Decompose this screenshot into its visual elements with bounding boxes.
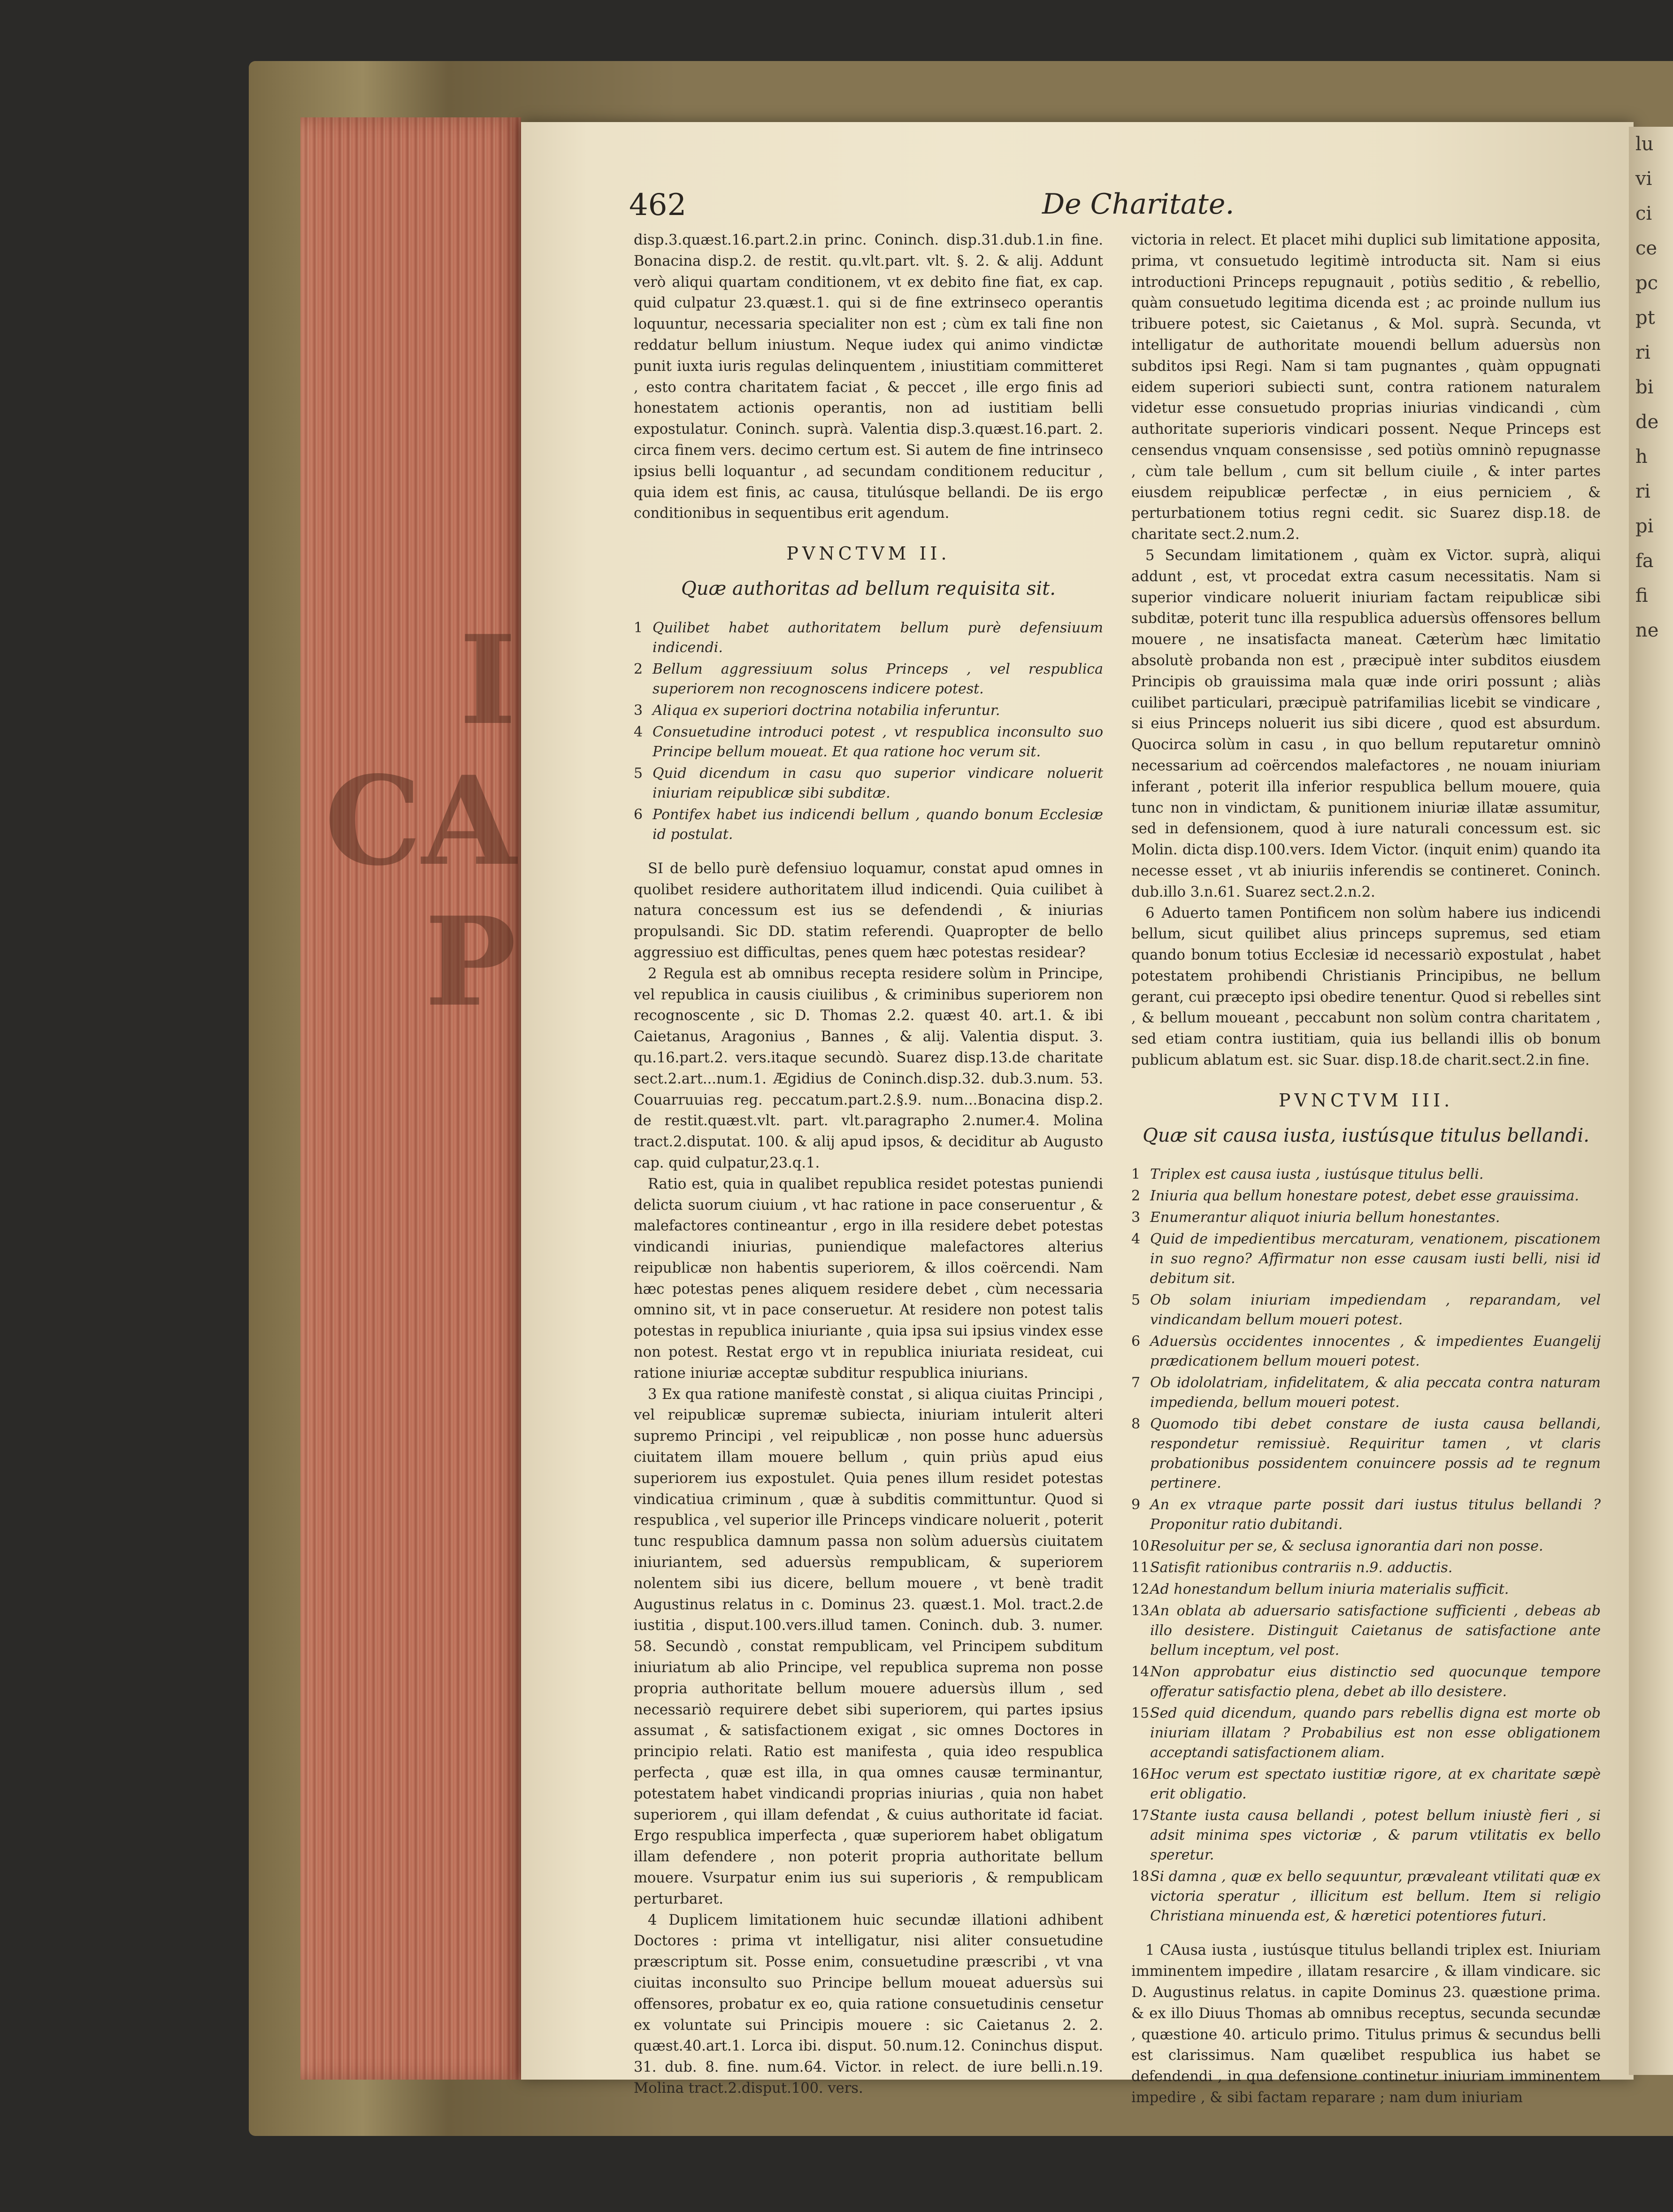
summary-item: 16 Hoc verum est spectato iustitiæ rigore, at ex charitate sæpè erit obligatio.: [1131, 1766, 1601, 1803]
summary-item: 18 Si damna , quæ ex bello sequuntur, prævaleant vtilitati quæ ex victoria speratur , illicitum est bellum. Item si religio Christiana minuenda est, & hæretici potentiores futuri.: [1131, 1868, 1601, 1925]
section-heading-punctum-2: PVNCTVM II.: [786, 543, 951, 564]
body-paragraph: 1 CAusa iusta , iustúsque titulus bellandi triplex est. Iniuriam imminentem impedire , illatam resarcire , & illam vindicare. sic D. Augustinus relatus. in capite Dominus 23. quæstione prima. & ex illo Diuus Thomas ab omnibus receptus, secunda secundæ , quæstione 40. articulo primo. Titulus primus & secundus belli est clarissimus. Nam quælibet respublica ius habet se defendendi , in qua defensione continetur iniuriam imminentem impedire , & sibi factam reparare ; nam dum iniuriam: [1131, 1942, 1601, 2106]
right-column: [1131, 230, 1601, 2109]
summary-item: 14 Non approbatur eius distinctio sed quocunque tempore offeratur satisfactio plena, debet ab illo desistere.: [1131, 1664, 1601, 1700]
facing-page-fragments: lu vi ci ce pc pt ri bi de h ri pi fa fi ne: [1635, 133, 1659, 641]
summary-item: 1 Quilibet habet authoritatem bellum purè defensiuum indicendi.: [634, 619, 1103, 656]
summary-item: 4 Quid de impedientibus mercaturam, venationem, piscationem in suo regno? Affirmatur non esse causam iusti belli, nisi id debitum sit.: [1131, 1231, 1601, 1287]
summary-item: 11 Satisfit rationibus contrariis n.9. adductis.: [1131, 1559, 1453, 1576]
summary-item: 10 Resoluitur per se, & seclusa ignorantia dari non posse.: [1131, 1538, 1543, 1555]
summary-item: 5 Ob solam iniuriam impediendam , reparandam, vel vindicandam bellum moueri potest.: [1131, 1292, 1601, 1329]
body-paragraph: SI de bello purè defensiuo loquamur, constat apud omnes in quolibet residere authoritatem illud indicendi. Quia cuilibet à natura concessum est ius se defendendi , & iniurias propulsandi. Sic DD. statim referendi. Quapropter de bello aggressiuo est difficultas, penes quem hæc potestas residear?: [634, 860, 1103, 961]
summary-list-punctum-2: [634, 618, 1103, 845]
body-paragraph: 3 Ex qua ratione manifestè constat , si aliqua ciuitas Principi , vel reipublicæ supremæ subiecta, iniuriam intulerit alteri supremo Principi , vel reipublicæ , non posse hunc aduersùs ciuitatem illam mouere bellum , quin priùs apud eius superiorem ius expostulet. Quia penes illum residet potestas vindicatiua criminum , quæ à subditis committuntur. Quod si respublica , vel superior ille Princeps vindicare noluerit , poterit tunc respublica damnum passa non solùm aduersùs ciuitatem iniuriantem, sed aduersùs rempublicam, & superiorem nolentem sibi ius dicere, bellum mouere , vt benè tradit Augustinus relatus in c. Dominus 23. quæst.1. Mol. tract.2.de iustitia , disput.100.vers.illud tamen. Coninch. dub. 3. numer. 58. Secundò , constat rempublicam, vel Principem subditum iniuriatum ab alio Principe, vel republica suprema non posse propria authoritate bellum mouere aduersùs illum , sed necessariò requirere debet sibi superiorem, qui partes ipsius assumat , & satisfactionem exigat , sic omnes Doctores in principio relati. Ratio est manifesta , quia ideo respublica perfecta , quæ est illa, in qua omnes causæ terminantur, potestatem habet vindicandi proprias iniurias , quia non habet superiorem , qui illam defendat , & cuius authoritate id faciat. Ergo respublica imperfecta , quæ superiorem habet obligatum illam defendere , non poterit propria authoritate bellum mouere. Vsurpatur enim ius sui superioris , & rempublicam perturbaret.: [634, 1386, 1103, 1907]
summary-item: 5 Quid dicendum in casu quo superior vindicare noluerit iniuriam reipublicæ sibi subditæ.: [634, 765, 1103, 801]
body-paragraph: 4 Duplicem limitationem huic secundæ illationi adhibent Doctores : prima vt intelligatur, nisi aliter consuetudine præscriptum sit. Posse enim, consuetudine præscribi , vt vna ciuitas inconsulto suo Principe bellum moueat aduersùs sui offensores, probatur ex eo, quia ratione consuetudinis censetur ex voluntate sui Principis mouere : sic Caietanus 2. 2. quæst.40.art.1. Lorca ibi. disput. 50.num.12. Coninchus disput. 31. dub. 8. fine. num.64. Victor. in relect. de iure belli.n.19. Molina tract.2.disput.100. vers.: [634, 1912, 1103, 2097]
page-number: 462: [629, 188, 687, 223]
summary-item: 15 Sed quid dicendum, quando pars rebellis digna est morte ob iniuriam illatam ? Probabilius est non esse obligationem acceptandi satisfactionem aliam.: [1131, 1705, 1601, 1761]
body-paragraph: 2 Regula est ab omnibus recepta residere solùm in Principe, vel republica in causis ciuilibus , & criminibus superiorem non recognoscente , sic D. Thomas 2.2. quæst 40. art.1. & ibi Caietanus, Aragonius , Bannes , & alij. Valentia disput. 3. qu.16.part.2. vers.itaque secundò. Suarez disp.13.de charitate sect.2.art...num.1. Ægidius de Coninch.disp.32. dub.3.num. 53. Couarruuias reg. peccatum.part.2.§.9. num...Bonacina disp.2. de restit.quæst.vlt. part. vlt.paragrapho 2.numer.4. Molina tract.2.disputat. 100. & alij apud ipsos, & deciditur ab Augusto cap. quid culpatur,23.q.1.: [634, 965, 1103, 1171]
fore-edge-stamp: I CA P: [324, 610, 516, 1033]
summary-item: 8 Quomodo tibi debet constare de iusta causa bellandi, respondetur remissiuè. Requiritur tamen , vt claris probationibus possidentem conuincere possis ad te regnum pertinere.: [1131, 1416, 1601, 1492]
summary-item: 6 Pontifex habet ius indicendi bellum , quando bonum Ecclesiæ id postulat.: [634, 806, 1103, 843]
summary-item: 3 Aliqua ex superiori doctrina notabilia inferuntur.: [634, 702, 1000, 719]
body-paragraph: 6 Aduerto tamen Pontificem non solùm habere ius indicendi bellum, sicut quilibet alius princeps supremus, sed etiam quando bonum totius Ecclesiæ id necessariò expostulat , habet potestatem prohibendi Christianis Principibus, ne bellum gerant, cui præcepto ipsi obedire tenentur. Quod si rebelles sint , & bellum moueant , peccabunt non solùm contra charitatem , sed etiam contra iustitiam, quia ius bellandi illis ob bonum publicum ablatum est. sic Suar. disp.18.de charit.sect.2.in fine.: [1131, 905, 1601, 1069]
left-column: [634, 230, 1103, 2099]
section-subheading-punctum-2: Quæ authoritas ad bellum requisita sit.: [681, 577, 1056, 599]
summary-item: 7 Ob idololatriam, infidelitatem, & alia peccata contra naturam impedienda, bellum moueri potest.: [1131, 1375, 1601, 1411]
summary-item: 4 Consuetudine introduci potest , vt respublica inconsulto suo Principe bellum moueat. Et qua ratione hoc verum sit.: [634, 723, 1103, 760]
summary-item: 3 Enumerantur aliquot iniuria bellum honestantes.: [1131, 1209, 1500, 1226]
page-fore-edge: [300, 117, 521, 2080]
section-heading-punctum-3: PVNCTVM III.: [1278, 1090, 1454, 1111]
summary-item: 12 Ad honestandum bellum iniuria materialis sufficit.: [1131, 1581, 1509, 1598]
running-title: De Charitate.: [1042, 188, 1235, 221]
left-intro-paragraph: disp.3.quæst.16.part.2.in princ. Coninch. disp.31.dub.1.in fine. Bonacina disp.2. de restit. qu.vlt.part. vlt. §. 2. & alij. Addunt verò aliqui quartam conditionem, vt ex debito fine fiat, ex cap. quid culpatur 23.quæst.1. qui si de fine extrinseco operantis loquuntur, necessaria specialiter non est ; cùm ex tali fine non reddatur bellum iniustum. Neque iudex qui animo vindictæ punit iuxta iuris regulas delinquentem , iniustitiam committeret , esto contra charitatem faciat , & peccet , ille ergo finis ad honestatem actionis operantis, non ad iustitiam belli expostulatur. Coninch. suprà. Valentia disp.3.quæst.16.part. 2. circa finem vers. decimo certum est. Si autem de fine intrinseco ipsius belli loquantur , ad secundam conditionem reducitur , quia idem est finis, ac causa, titulúsque bellandi. De iis ergo conditionibus in sequentibus erit agendum.: [634, 232, 1103, 522]
summary-item: 6 Aduersùs occidentes innocentes , & impedientes Euangelij prædicationem bellum moueri potest.: [1131, 1333, 1601, 1370]
section-subheading-punctum-3: Quæ sit causa iusta, iustúsque titulus bellandi.: [1143, 1124, 1589, 1146]
summary-item: 1 Triplex est causa iusta , iustúsque titulus belli.: [1131, 1166, 1484, 1183]
page-header: [629, 188, 1624, 221]
summary-item: 9 An ex vtraque parte possit dari iustus titulus bellandi ? Proponitur ratio dubitandi.: [1131, 1497, 1601, 1533]
summary-item: 17 Stante iusta causa bellandi , potest bellum iniustè fieri , si adsit minima spes victoriæ , & parum vtilitatis ex bello speretur.: [1131, 1807, 1601, 1864]
summary-item: 13 An oblata ab aduersario satisfactione sufficienti , debeas ab illo desistere. Distinguit Caietanus de satisfactione ante bellum inceptum, vel post.: [1131, 1603, 1601, 1659]
facing-page-edge: [1629, 127, 1673, 2075]
summary-list-punctum-3: [1131, 1165, 1601, 1926]
body-paragraph: victoria in relect. Et placet mihi duplici sub limitatione apposita, prima, vt consuetudo legitimè introducta sit. Nam si eius introductioni Princeps repugnauit , potiùs seditio , & rebellio, quàm consuetudo legitima dicenda est ; ac proinde nullum ius tribuere potest, sic Caietanus , & Mol. suprà. Secunda, vt intelligatur de authoritate mouendi bellum aduersùs non subditos ipsi Regi. Nam si tam pugnantes , quàm oppugnati eidem superiori subiecti sunt, contra rationem naturalem videtur esse consuetudo proprias iniurias vindicandi , cùm authoritate superioris vindicari possent. Neque Princeps est censendus vnquam consensisse , sed potiùs omninò repugnasse , cùm tale bellum , cum sit bellum ciuile , & inter partes eiusdem reipublicæ perfectæ , in eius perniciem , & perturbationem totius regni cedit. sic Suarez disp.18. de charitate sect.2.num.2.: [1131, 232, 1601, 543]
summary-item: 2 Bellum aggressiuum solus Princeps , vel respublica superiorem non recognoscens indicere potest.: [634, 661, 1103, 697]
body-paragraph: 5 Secundam limitationem , quàm ex Victor. suprà, aliqui addunt , est, vt procedat extra casum necessitatis. Nam si superior vindicare noluerit iniuriam factam reipublicæ sibi subditæ, poterit tunc illa respublica aduersùs offensores bellum mouere , ne insatisfacta maneat. Cæterùm hæc limitatio absolutè probanda non est , præcipuè inter subditos eiusdem Principis ob grauissima mala quæ inde oriri possunt ; aliàs cuilibet particulari, præcipuè patrifamilias licebit se vindicare , si eius Princeps noluerit ius sibi dicere , quod est absurdum. Quocirca solùm in casu , in quo bellum reputaretur omninò necessarium ad coërcendos malefactores , ne nouam iniuriam inferant , poterit illa inferior respublica bellum mouere, quia tunc non in vindictam, & punitionem iniuriæ illatæ assumitur, sed in defensionem, quod à iure naturali concessum est. sic Molin. dicta disp.100.vers. Idem Victor. (inquit enim) quando ita necesse esset , vt ab iniuriis inferendis se contineret. Coninch. dub.illo 3.n.61. Suarez sect.2.n.2.: [1131, 547, 1601, 900]
summary-item: 2 Iniuria qua bellum honestare potest, debet esse grauissima.: [1131, 1188, 1579, 1205]
body-paragraph: Ratio est, quia in qualibet republica residet potestas puniendi delicta suorum ciuium , vt hac ratione in pace conseruentur , & malefactores contineantur , ergo in illa residere debet potestas vindicandi iniurias, puniendique malefactores alterius reipublicæ non habentis superiorem, & illos coërcendi. Nam hæc potestas penes aliquem residere debet , cùm necessaria omnino sit, vt in pace conseruetur. At residere non potest talis potestas in republica iniuriante , quia ipsa sui ipsius vindex esse non potest. Restat ergo vt in republica iniuriata resideat, cui ratione iniuriæ acceptæ subditur respublica iniurians.: [634, 1175, 1103, 1382]
